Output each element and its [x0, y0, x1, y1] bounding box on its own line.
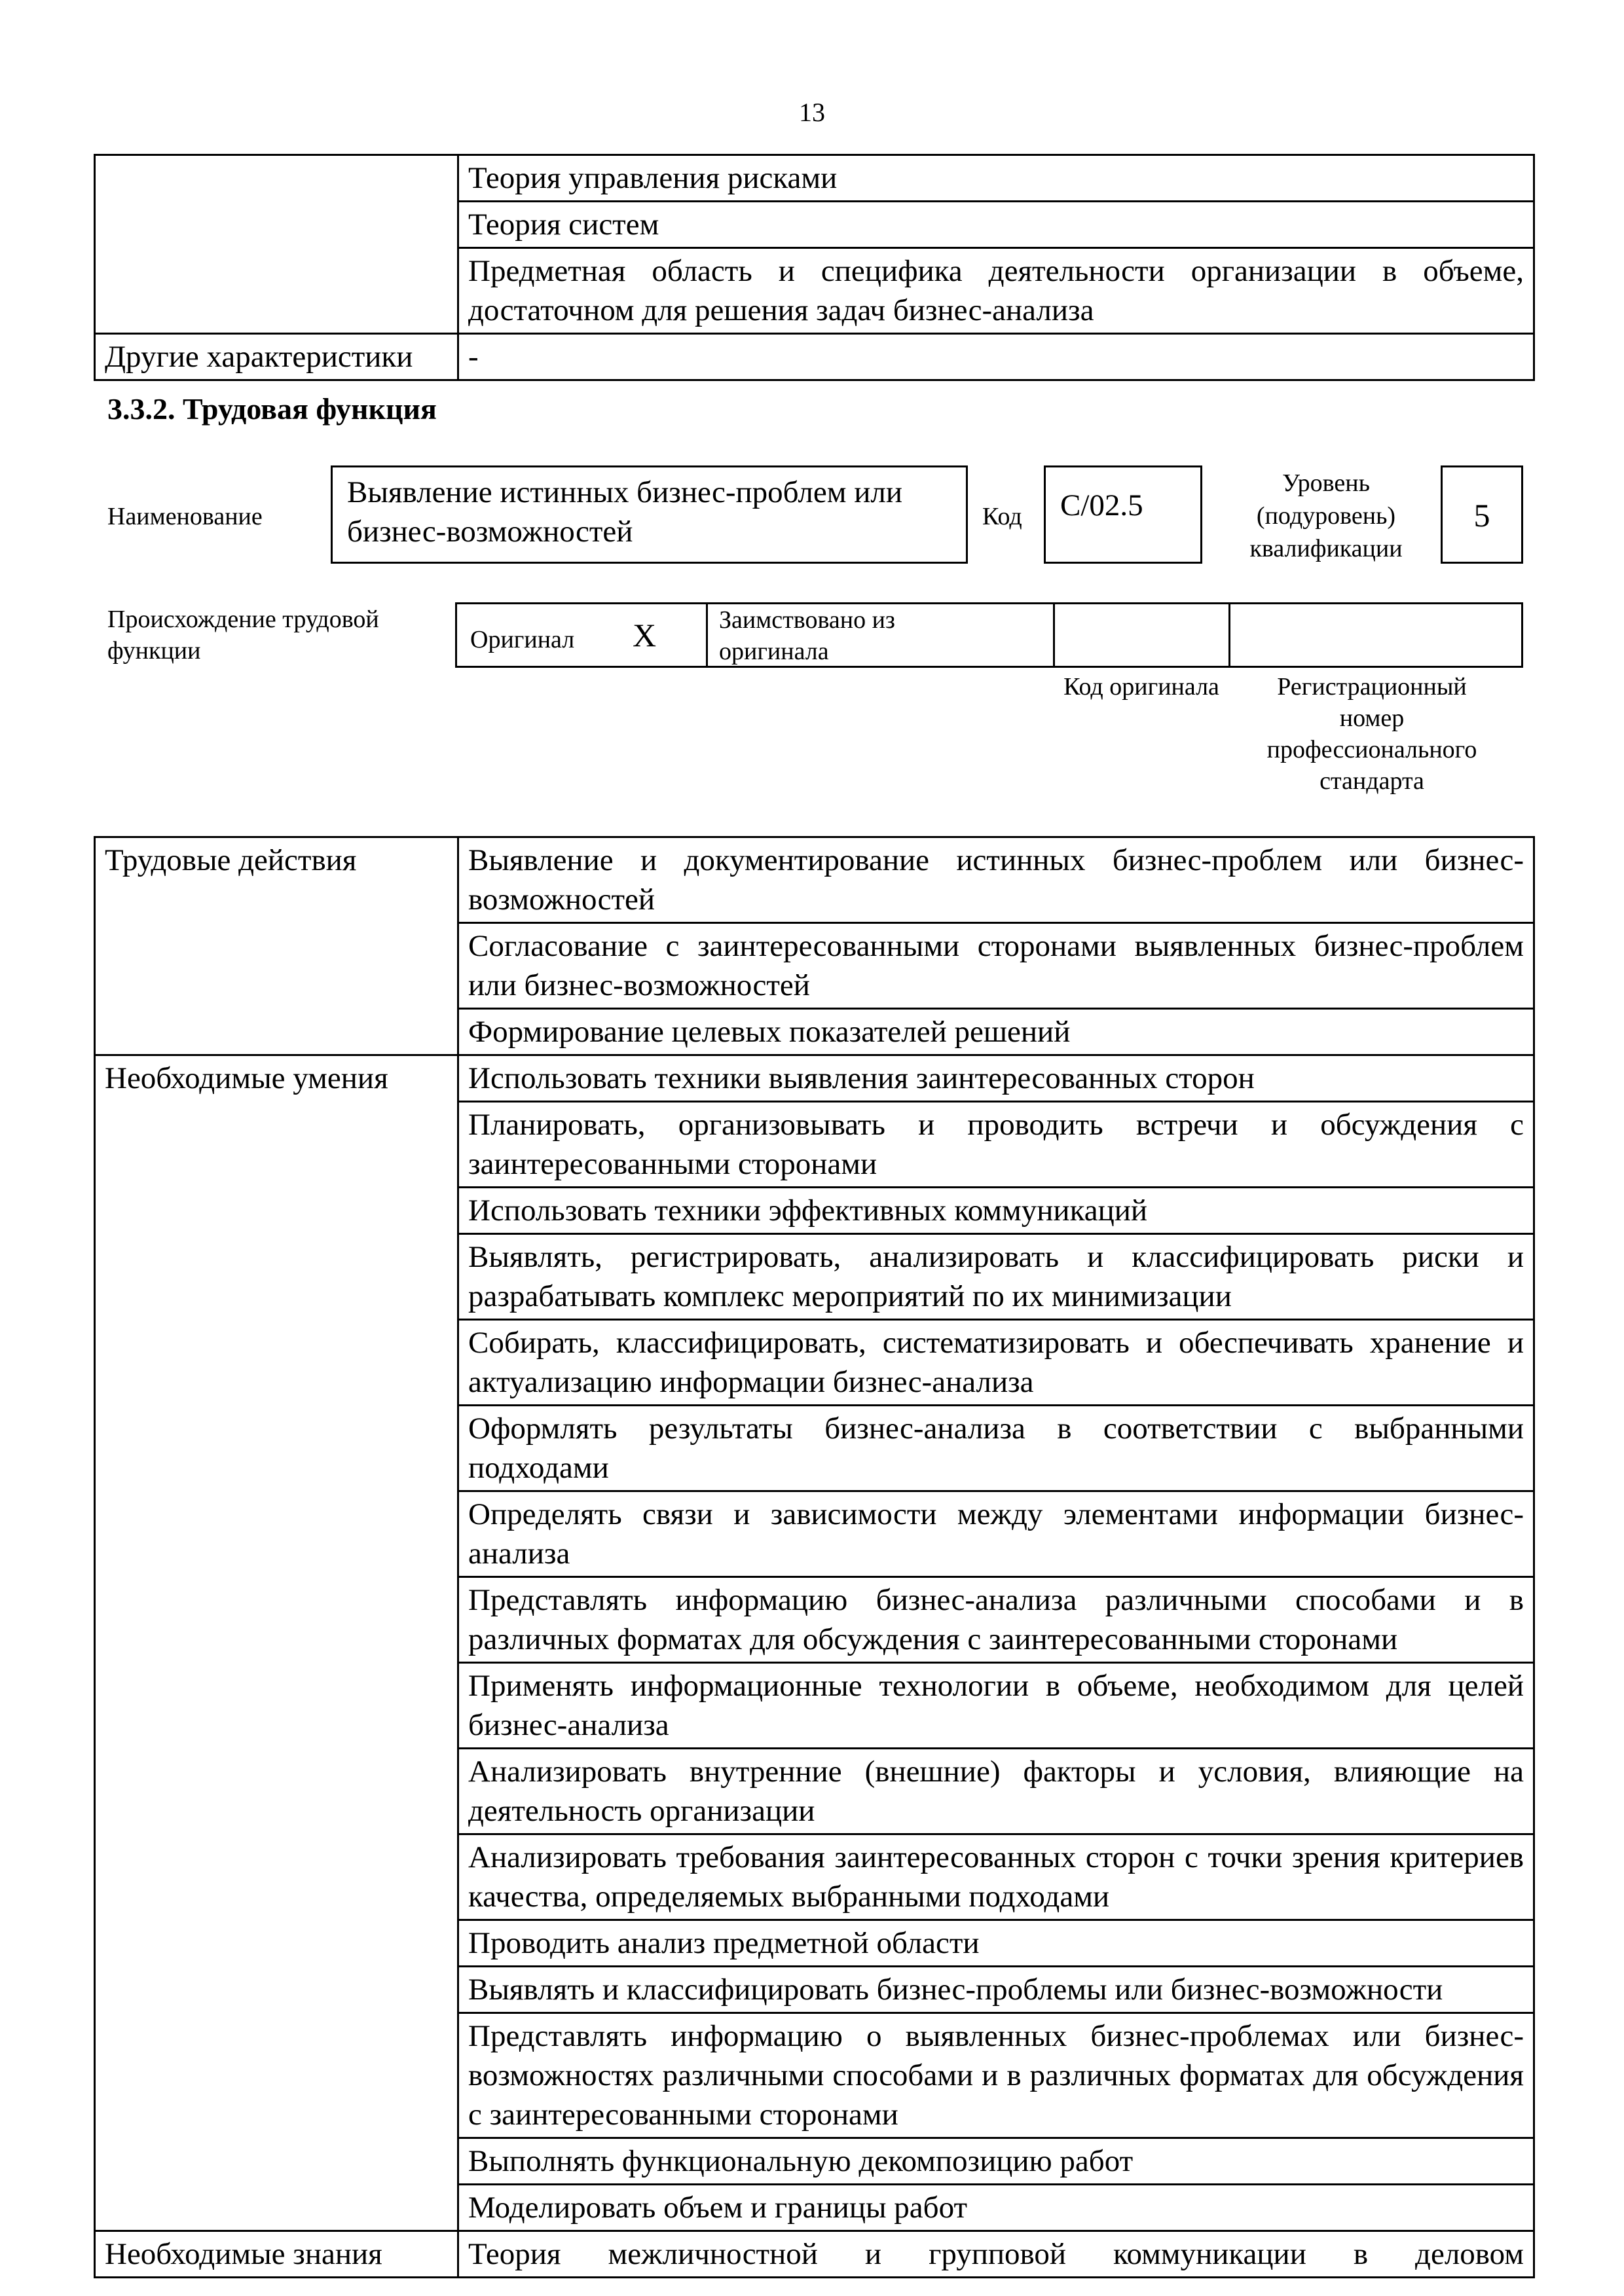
origin-label: Происхождение трудовой функции [107, 606, 379, 665]
knowledge-label: Необходимые знания [95, 2231, 458, 2278]
skill-item: Проводить анализ предметной области [458, 1920, 1534, 1967]
original-mark: X [633, 617, 657, 653]
divider [706, 602, 708, 668]
labor-function-table [94, 836, 1535, 2278]
borrowed-label: Заимствовано из оригинала [719, 606, 895, 665]
other-label: Другие характеристики [95, 334, 458, 380]
code-original-caption: Код оригинала [1063, 673, 1219, 701]
page-number: 13 [799, 98, 825, 127]
skill-item: Использовать техники эффективных коммуникаций [458, 1188, 1534, 1234]
knowledge-item: Теория межличностной и групповой коммуникации в деловом [458, 2231, 1534, 2278]
empty-label-cell [95, 155, 458, 334]
action-item: Формирование целевых показателей решений [458, 1009, 1534, 1055]
actions-label: Трудовые действия [95, 837, 458, 1055]
skill-item: Применять информационные технологии в объеме, необходимом для целей бизнес-анализа [458, 1663, 1534, 1749]
level-value: 5 [1473, 497, 1490, 534]
skills-label: Необходимые умения [95, 1055, 458, 2231]
skill-item: Анализировать внутренние (внешние) факторы и условия, влияющие на деятельность организации [458, 1749, 1534, 1834]
knowledge-item: Предметная область и специфика деятельности организации в объеме, достаточном для решения задач бизнес-анализа [458, 248, 1534, 334]
continuation-table [94, 154, 1535, 381]
code-value: C/02.5 [1060, 488, 1143, 522]
skill-item: Анализировать требования заинтересованных сторон с точки зрения критериев качества, определяемых выбранными подходами [458, 1834, 1534, 1920]
divider [1053, 602, 1055, 668]
skill-item: Представлять информацию бизнес-анализа различными способами и в различных форматах для обсуждения с заинтересованными сторонами [458, 1577, 1534, 1663]
function-name-box [331, 465, 968, 564]
skill-item: Собирать, классифицировать, систематизировать и обеспечивать хранение и актуализацию информации бизнес-анализа [458, 1320, 1534, 1406]
section-title: 3.3.2. Трудовая функция [107, 392, 437, 426]
skill-item: Выявлять, регистрировать, анализировать и классифицировать риски и разрабатывать комплекс мероприятий по их минимизации [458, 1234, 1534, 1320]
level-label: Уровень (подуровень) квалификации [1249, 469, 1403, 562]
skill-item: Оформлять результаты бизнес-анализа в соответствии с выбранными подходами [458, 1406, 1534, 1491]
action-item: Выявление и документирование истинных бизнес-проблем или бизнес-возможностей [458, 837, 1534, 923]
divider [1228, 602, 1230, 668]
skill-item: Моделировать объем и границы работ [458, 2185, 1534, 2231]
code-box [1044, 465, 1202, 564]
original-label: Оригинал [470, 626, 575, 653]
origin-box [455, 602, 1523, 668]
skill-item: Планировать, организовывать и проводить встречи и обсуждения с заинтересованными сторонами [458, 1102, 1534, 1188]
other-value: - [458, 334, 1534, 380]
skill-item: Определять связи и зависимости между элементами информации бизнес-анализа [458, 1491, 1534, 1577]
skill-item: Выявлять и классифицировать бизнес-проблемы или бизнес-возможности [458, 1967, 1534, 2013]
knowledge-item: Теория управления рисками [458, 155, 1534, 202]
skill-item: Выполнять функциональную декомпозицию работ [458, 2138, 1534, 2185]
skill-item: Использовать техники выявления заинтересованных сторон [458, 1055, 1534, 1102]
skill-item: Представлять информацию о выявленных бизнес-проблемах или бизнес-возможностях различными способами и в различных форматах для обсуждения с заинтересованными сторонами [458, 2013, 1534, 2138]
knowledge-item: Теория систем [458, 202, 1534, 248]
level-box [1441, 465, 1523, 564]
function-name: Выявление истинных бизнес-проблем или бизнес-возможностей [347, 475, 902, 549]
reg-number-caption: Регистрационный номер профессионального стандарта [1266, 673, 1477, 795]
action-item: Согласование с заинтересованными сторонами выявленных бизнес-проблем или бизнес-возможностей [458, 923, 1534, 1009]
name-label: Наименование [107, 503, 263, 530]
code-label: Код [982, 503, 1022, 530]
